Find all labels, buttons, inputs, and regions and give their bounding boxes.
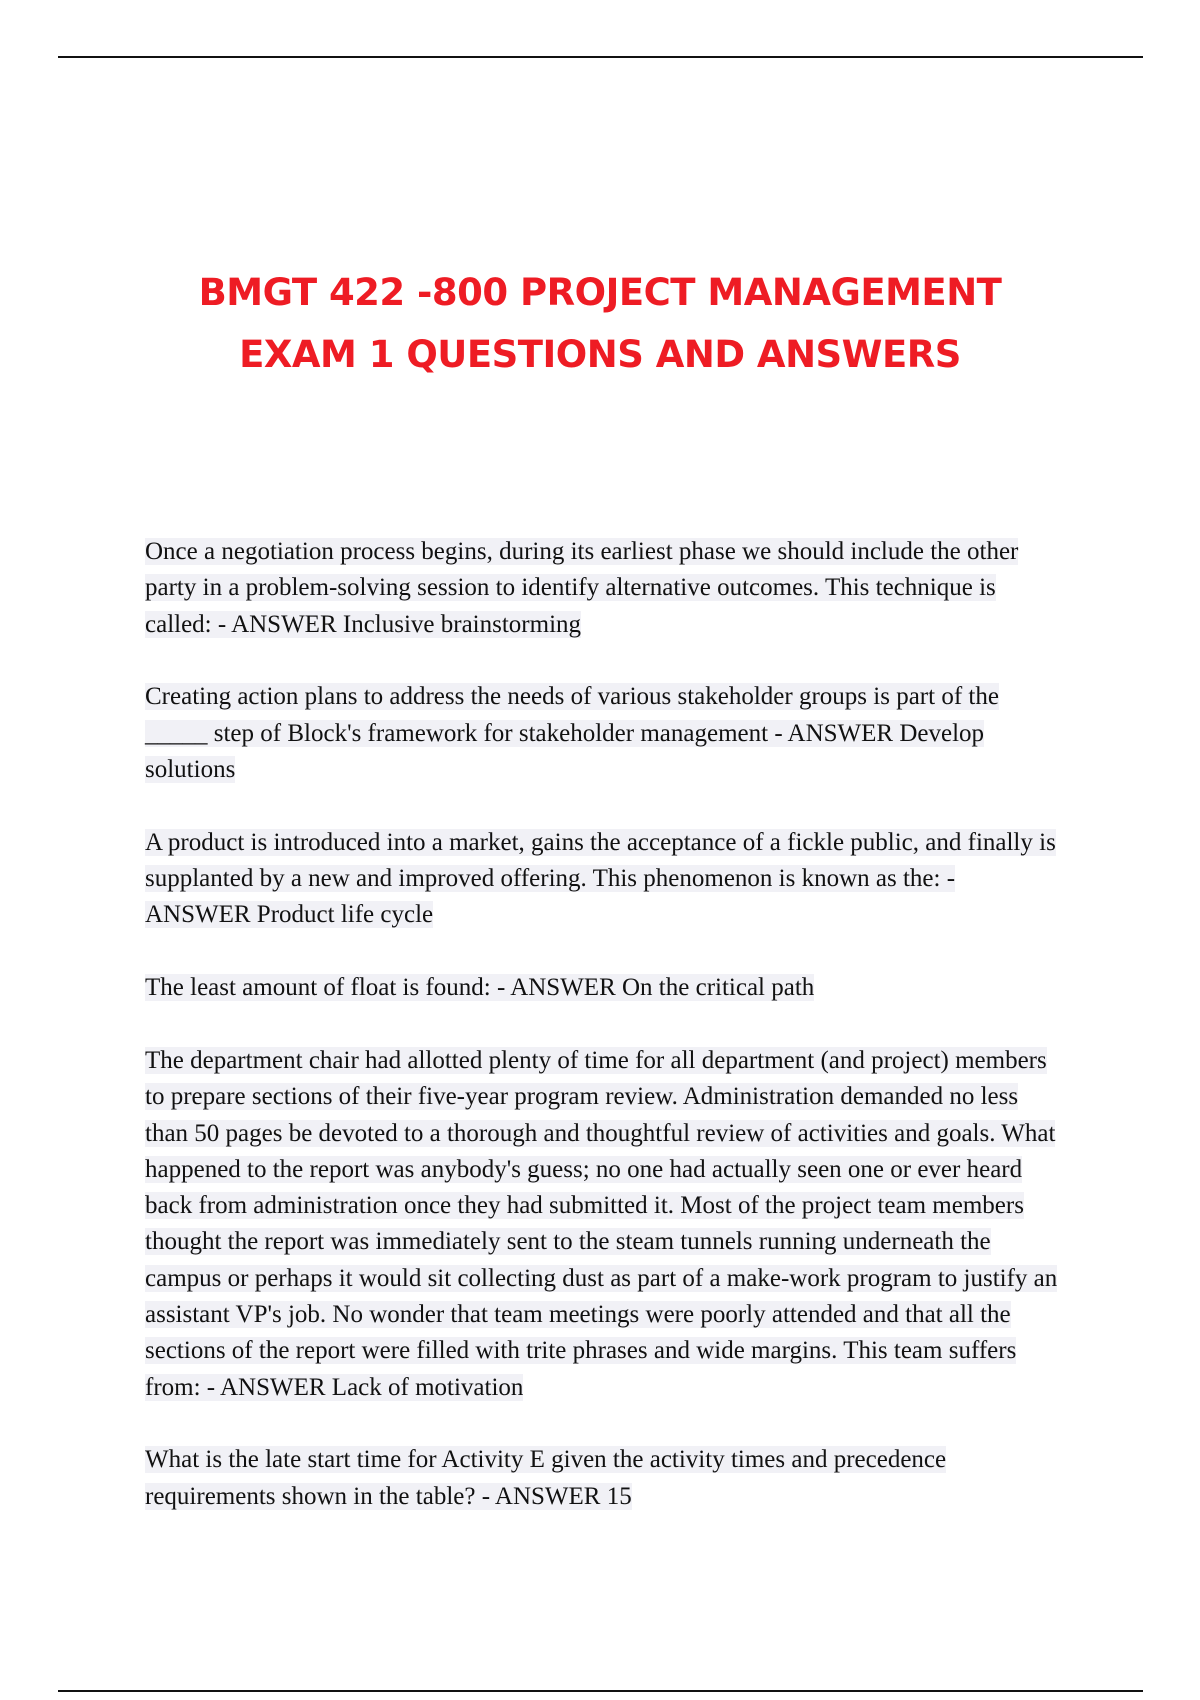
qa-item-4 [145, 970, 1065, 1006]
document-title [0, 262, 1200, 386]
title-line-1: BMGT 422 -800 PROJECT MANAGEMENT [198, 271, 1002, 314]
qa-list [145, 534, 1065, 1552]
qa-item-5 [145, 1043, 1065, 1406]
title-line-2: EXAM 1 QUESTIONS AND ANSWERS [239, 333, 961, 376]
qa-text: The least amount of float is found: - ANSWER On the critical path [145, 974, 815, 1002]
qa-item-3 [145, 825, 1065, 934]
qa-item-6 [145, 1442, 1065, 1515]
qa-text: Creating action plans to address the needs of various stakeholder groups is part of the _____ step of Block's framework for stakeholder management - ANSWER Develop solutions [145, 683, 999, 783]
qa-item-1 [145, 534, 1065, 643]
qa-text: What is the late start time for Activity E given the activity times and precedence requirements shown in the table? - ANSWER 15 [145, 1446, 947, 1510]
qa-text: Once a negotiation process begins, during its earliest phase we should include the other party in a problem-solving session to identify alternative outcomes. This technique is called: - ANSWER Inclusive brainstorming [145, 538, 1019, 638]
top-rule [58, 56, 1143, 58]
bottom-rule [58, 1690, 1143, 1692]
qa-text: The department chair had allotted plenty of time for all department (and project) members to prepare sections of their five-year program review. Administration demanded no less than 50 pages be devoted to a thorough and thoughtful review of activities and goals. What happened to the report was anybody's guess; no one had actually seen one or ever heard back from administration once they had submitted it. Most of the project team members thought the report was immediately sent to the steam tunnels running underneath the campus or perhaps it would sit collecting dust as part of a make-work program to justify an assistant VP's job. No wonder that team meetings were poorly attended and that all the sections of the report were filled with trite phrases and wide margins. This team suffers from: - ANSWER Lack of motivation [145, 1046, 1058, 1401]
qa-item-2 [145, 679, 1065, 788]
qa-text: A product is introduced into a market, gains the acceptance of a fickle public, and finally is supplanted by a new and improved offering. This phenomenon is known as the: - ANSWER Product life cycle [145, 828, 1056, 929]
